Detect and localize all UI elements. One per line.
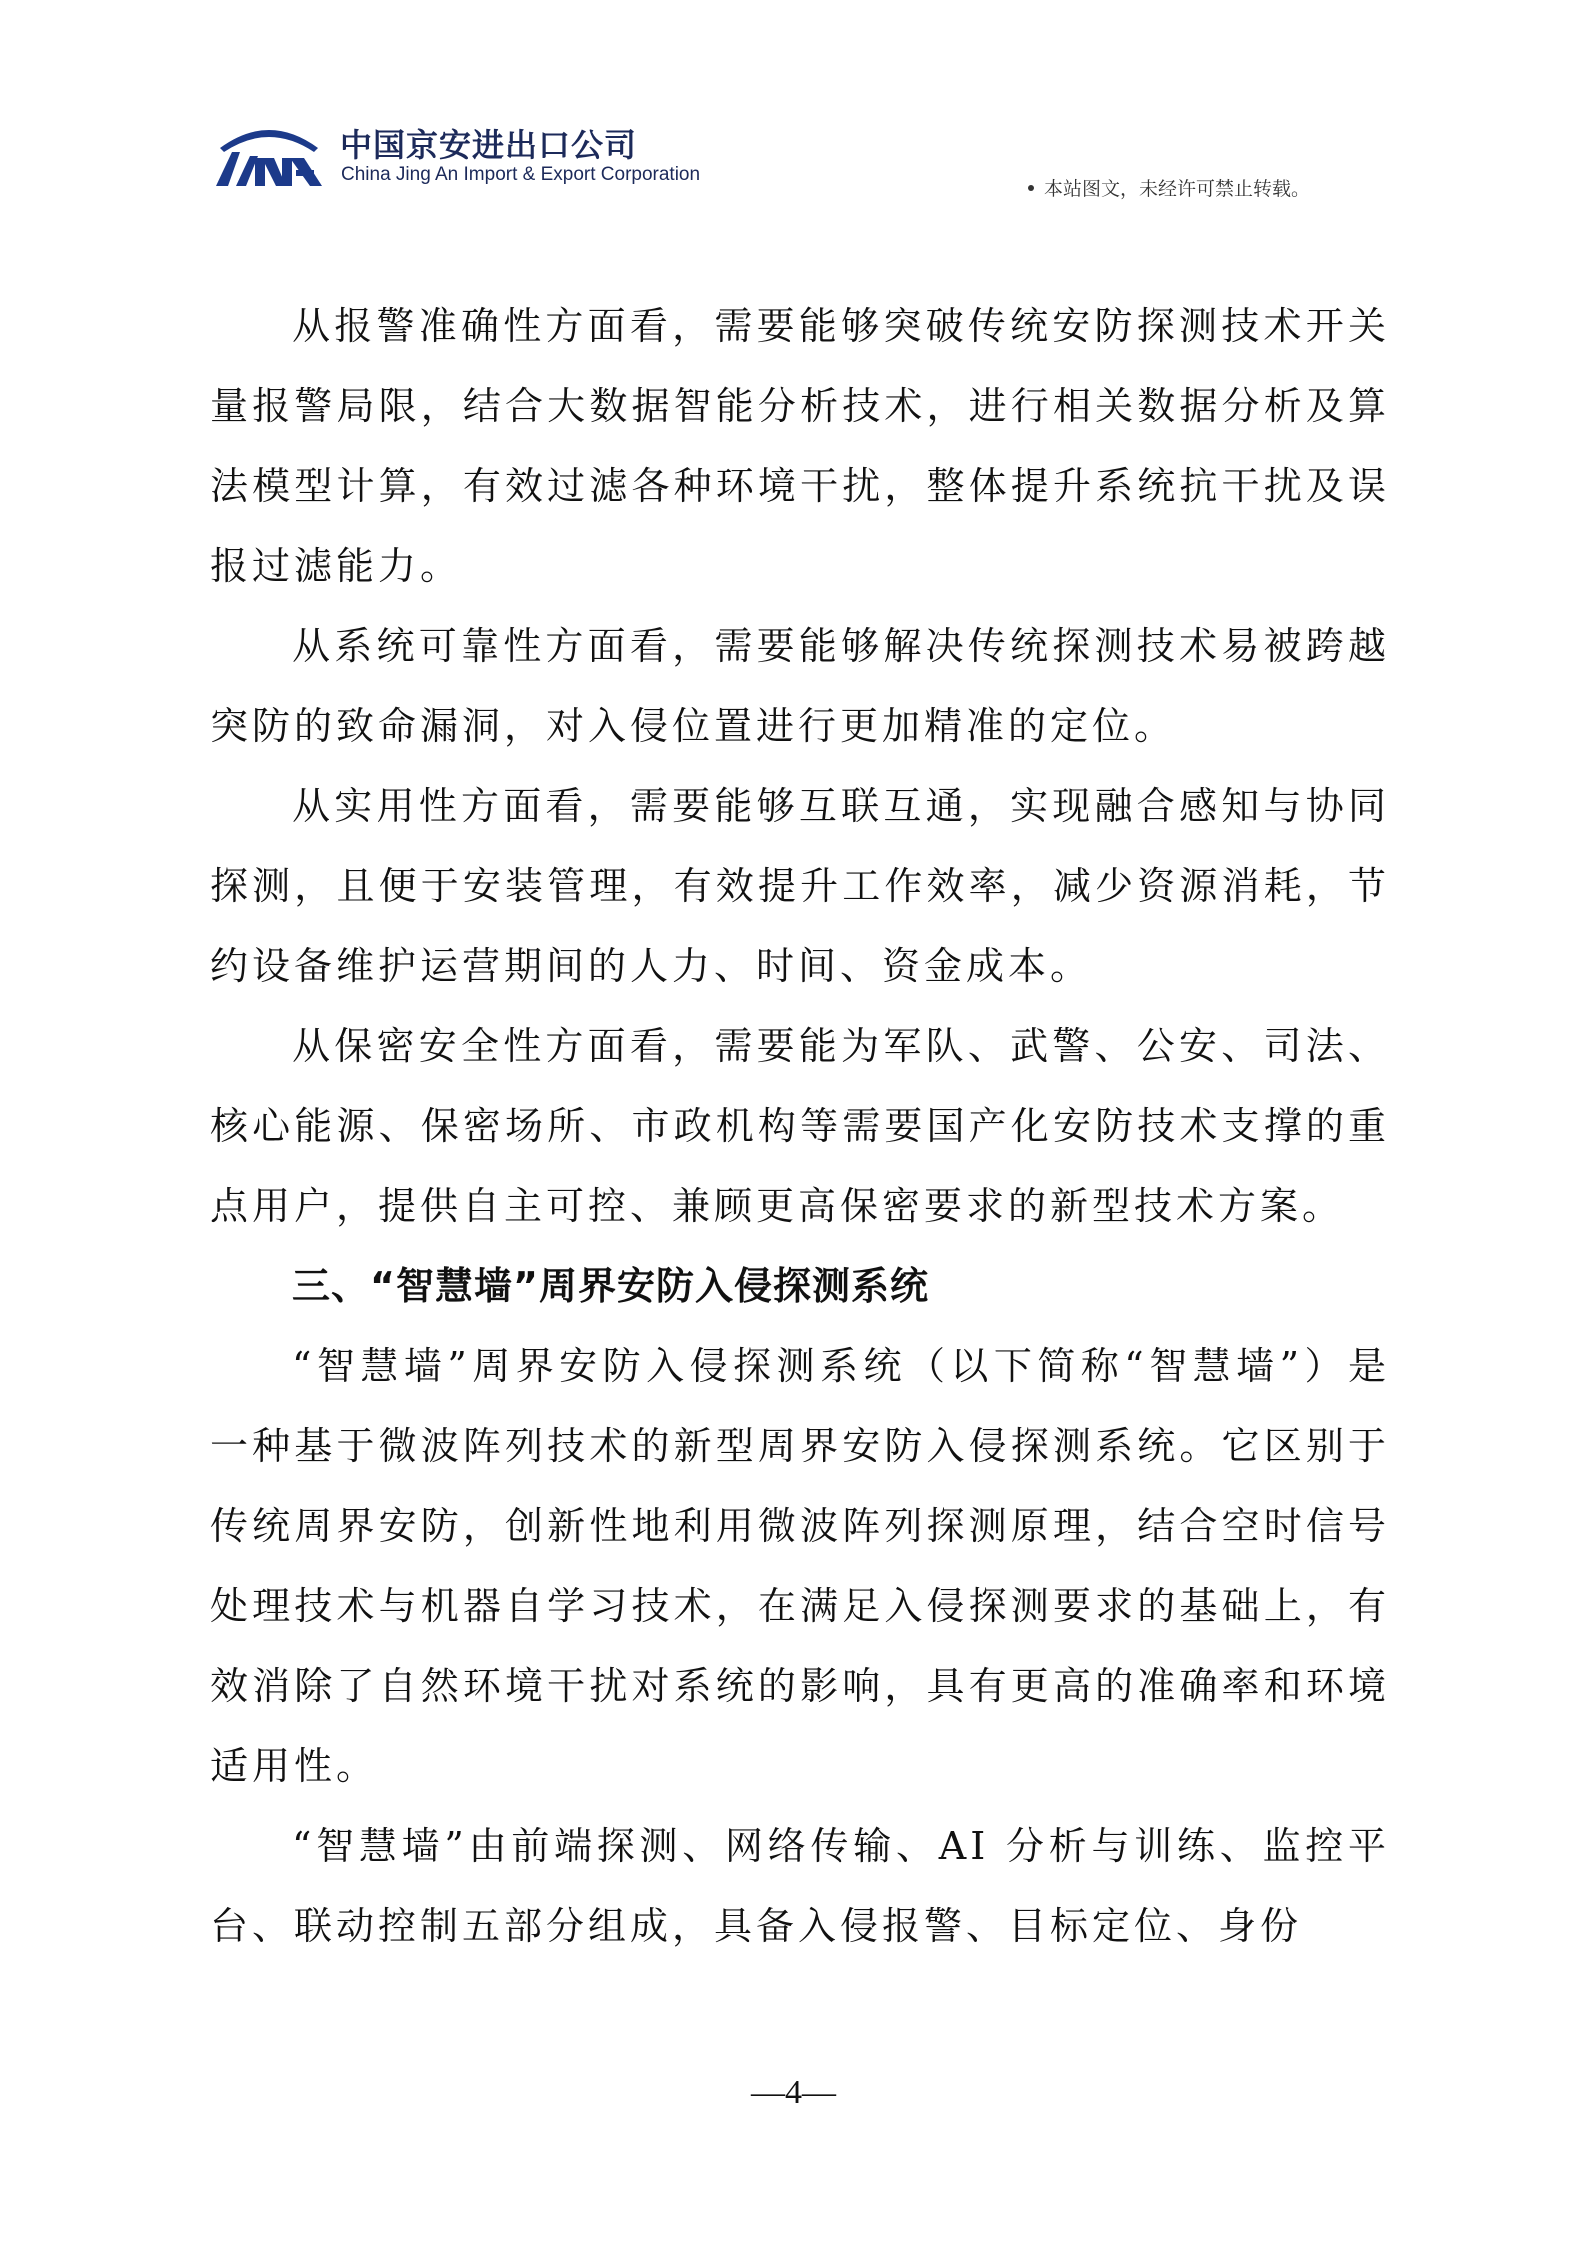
copyright-notice [1028,174,1310,201]
page-number: —4— [751,2074,836,2111]
paragraph-alarm-accuracy: 从报警准确性方面看，需要能够突破传统安防探测技术开关量报警局限，结合大数据智能分析技术，进行相关数据分析及算法模型计算，有效过滤各种环境干扰，整体提升系统抗干扰及误报过滤能力。 [210,304,1390,588]
paragraph-security: 从保密安全性方面看，需要能为军队、武警、公安、司法、核心能源、保密场所、市政机构等需要国产化安防技术支撑的重点用户，提供自主可控、兼顾更高保密要求的新型技术方案。 [210,1024,1390,1228]
paragraph-practicality: 从实用性方面看，需要能够互联互通，实现融合感知与协同探测，且便于安装管理，有效提升工作效率，减少资源消耗，节约设备维护运营期间的人力、时间、资金成本。 [210,784,1390,988]
bullet-icon [1028,185,1034,191]
section-heading: 三、“智慧墙”周界安防入侵探测系统 [292,1264,929,1308]
copyright-notice-text: 本站图文，未经许可禁止转载。 [1044,178,1311,200]
paragraph-smart-wall-intro: “智慧墙”周界安防入侵探测系统（以下简称“智慧墙”）是一种基于微波阵列技术的新型周界安防入侵探测系统。它区别于传统周界安防，创新性地利用微波阵列探测原理，结合空时信号处理技术与机器自学习技术，在满足入侵探测要求的基础上，有效消除了自然环境干扰对系统的影响，具有更高的准确率和环境适用性。 [210,1344,1390,1788]
jingan-logo-icon [210,118,328,188]
paragraph-smart-wall-components: “智慧墙”由前端探测、网络传输、AI 分析与训练、监控平台、联动控制五部分组成，具备入侵报警、目标定位、身份 [210,1824,1390,1948]
paragraph-system-reliability: 从系统可靠性方面看，需要能够解决传统探测技术易被跨越突防的致命漏洞，对入侵位置进行更加精准的定位。 [210,624,1390,748]
company-name-en: China Jing An Import & Export Corporation [341,164,701,185]
document-body [210,286,1390,1966]
company-name-cn: 中国京安进出口公司 [340,126,638,164]
page-header [210,118,1390,198]
